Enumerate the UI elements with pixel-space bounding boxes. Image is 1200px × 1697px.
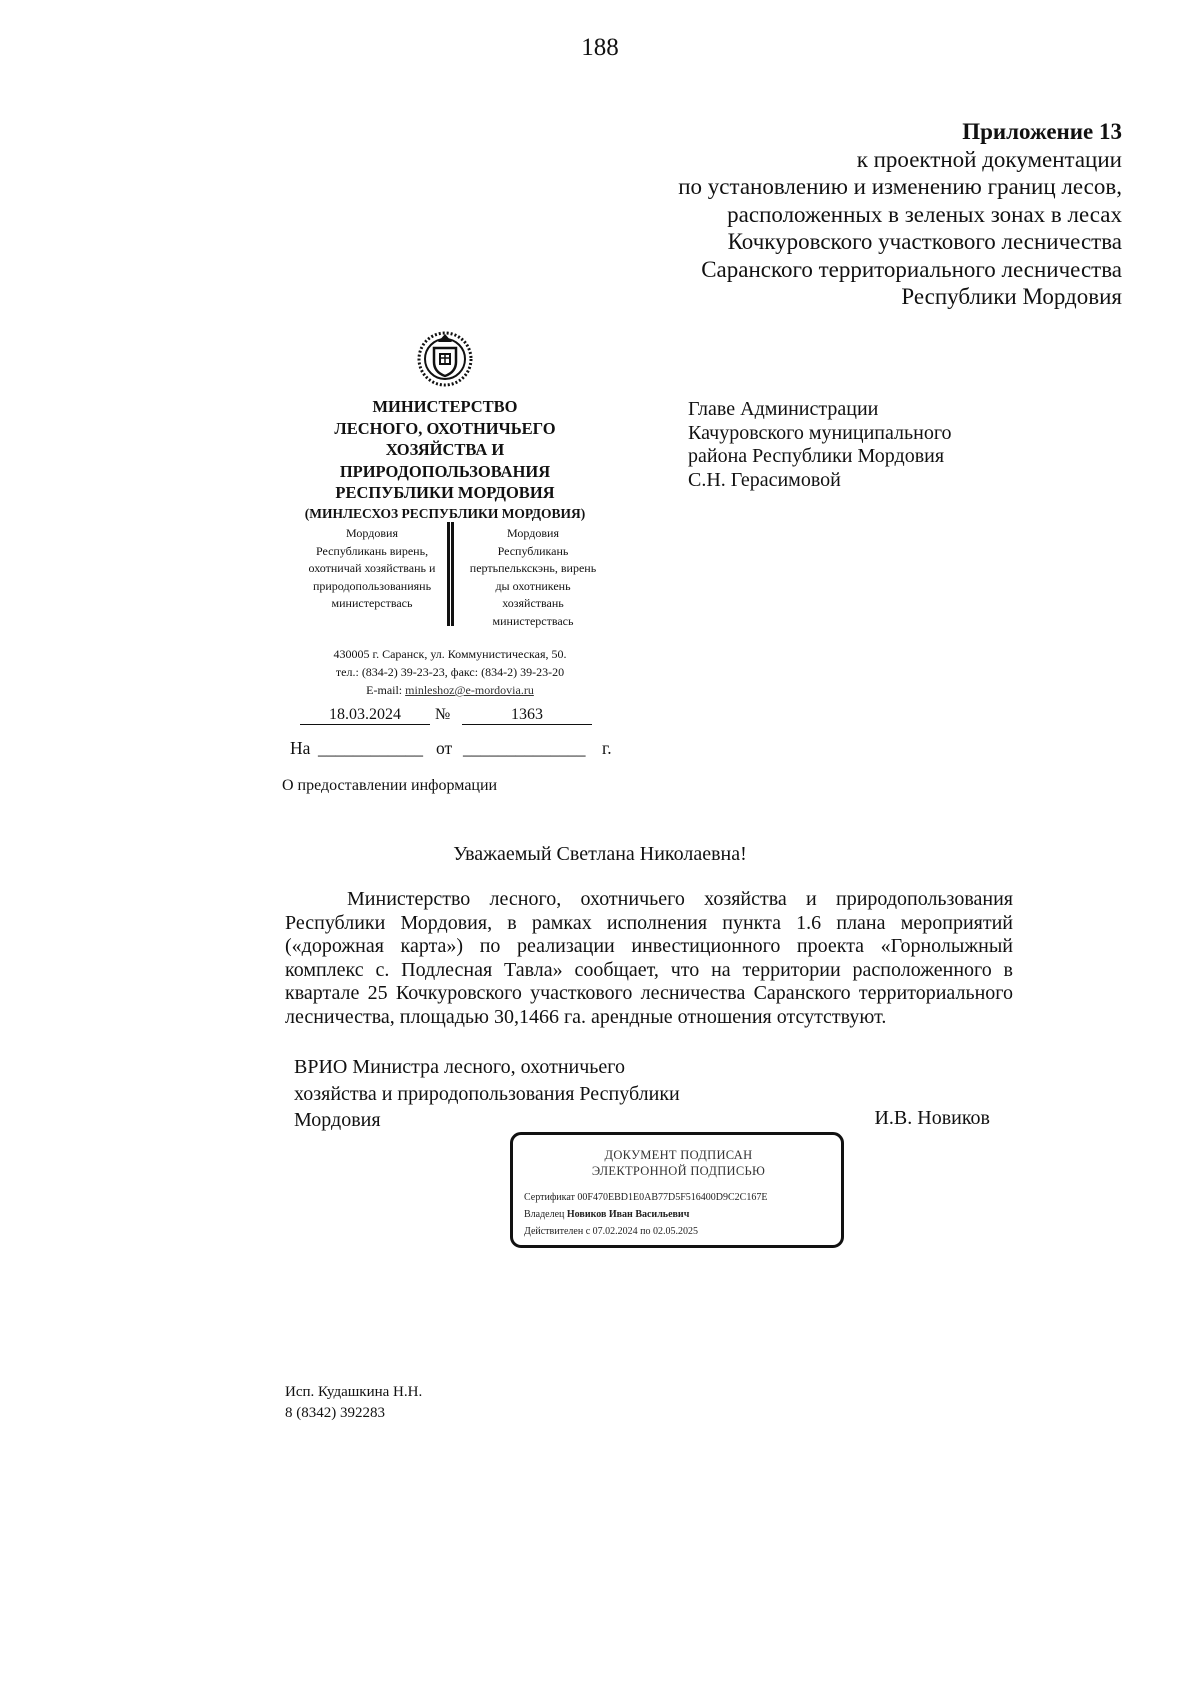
moksha-line: министерствась (331, 596, 413, 610)
owner-value: Новиков Иван Васильевич (566, 1209, 690, 1220)
year-suffix: г. (602, 738, 612, 758)
ministry-abbreviation: (МИНЛЕСХОЗ РЕСПУБЛИКИ МОРДОВИЯ) (304, 505, 586, 521)
ministry-line: ПРИРОДОПОЛЬЗОВАНИЯ (339, 461, 551, 481)
letterhead-divider (447, 522, 454, 626)
ministry-line: МИНИСТЕРСТВО (372, 397, 518, 416)
owner-label: Владелец (524, 1209, 565, 1220)
valid-from: 07.02.2024 (592, 1226, 638, 1237)
moksha-line: Мордовия (346, 526, 398, 540)
letter-subject: О предоставлении информации (282, 777, 498, 794)
moksha-line: природопользованиянь (312, 578, 432, 593)
valid-to-label: по (640, 1226, 651, 1237)
appendix-line: Кочкуровского участкового лесничества (727, 229, 1122, 254)
incoming-label: На (290, 738, 311, 758)
signatory-name: И.В. Новиков (874, 1107, 990, 1129)
addressee-line: района Республики Мордовия (688, 445, 945, 467)
appendix-line: расположенных в зеленых зонах в лесах (727, 201, 1122, 227)
electronic-signature-stamp (510, 1132, 844, 1248)
ministry-address (290, 645, 610, 699)
appendix-line: к проектной документации (856, 146, 1122, 172)
stamp-details (524, 1189, 833, 1240)
stamp-validity (524, 1223, 833, 1240)
appendix-line: по установлению и изменению границ лесов, (678, 174, 1122, 199)
position-line: ВРИО Министра лесного, охотничьего (294, 1056, 626, 1078)
ministry-name-moksha-left (296, 525, 448, 613)
moksha-line: охотничай хозяйствань и (308, 561, 436, 575)
phone-fax-line: тел.: (834-2) 39-23-23, факс: (834-2) 39-23-20 (335, 665, 565, 679)
executor-name: Исп. Кудашкина Н.Н. (285, 1384, 423, 1400)
page-number: 188 (581, 34, 619, 61)
stamp-title (524, 1147, 833, 1179)
email-link[interactable]: minleshoz@e-mordovia.ru (405, 683, 534, 697)
erzya-line: хозяйствань (502, 596, 564, 610)
letter-body: Министерство лесного, охотничьего хозяйства и природопользования Республики Мордовия, в рамках исполнения пункта 1.6 плана мероприятий («дорожная карта») по реализации инвестиционного проекта «Горнолыжный комплекс с. Подлесная Тавла» сообщает, что на территории расположенного в квартале 25 Кочкуровского участкового лесничества Саранского территориального лесничества, площадью 30,1466 га. арендные отношения отсутствуют. (285, 888, 1013, 1028)
stamp-title-line: ЭЛЕКТРОННОЙ ПОДПИСЬЮ (591, 1164, 766, 1178)
certificate-value: 00F470EBD1E0AB77D5F516400D9C2C167E (577, 1192, 768, 1203)
addressee (688, 398, 952, 492)
executor-phone: 8 (8342) 392283 (285, 1405, 385, 1421)
erzya-line: Мордовия (507, 526, 559, 540)
erzya-line: Республикань (497, 543, 569, 558)
erzya-line: министерствась (492, 613, 574, 628)
erzya-line: ды охотникень (495, 578, 571, 593)
addressee-line: Главе Администрации (688, 398, 879, 420)
erzya-line: пертьпелькскэнь, вирень (469, 561, 597, 575)
appendix-title: Приложение 13 (962, 119, 1122, 144)
stamp-owner (524, 1206, 833, 1223)
signatory-position (294, 1054, 680, 1134)
valid-label: Действителен с (524, 1226, 591, 1237)
coat-of-arms-icon (416, 328, 474, 390)
email-line (290, 681, 610, 699)
greeting: Уважаемый Светлана Николаевна! (453, 843, 747, 865)
email-label: E-mail: (366, 683, 406, 697)
incoming-date-blank: ______________ (463, 738, 586, 758)
position-line: хозяйства и природопользования Республики (294, 1082, 680, 1105)
certificate-label: Сертификат (524, 1192, 575, 1203)
incoming-from-label: от (436, 738, 453, 758)
outgoing-date: 18.03.2024 (300, 706, 430, 725)
addressee-line: С.Н. Герасимовой (688, 468, 841, 491)
valid-to: 02.05.2025 (653, 1226, 699, 1237)
stamp-certificate (524, 1189, 833, 1206)
outgoing-number: 1363 (462, 706, 592, 725)
ministry-name (290, 396, 600, 523)
moksha-line: Республикань вирень, (315, 543, 429, 558)
appendix-line: Республики Мордовия (901, 284, 1122, 309)
stamp-title-line: ДОКУМЕНТ ПОДПИСАН (604, 1148, 753, 1162)
incoming-number-blank: ____________ (318, 738, 423, 758)
ministry-line: РЕСПУБЛИКИ МОРДОВИЯ (335, 483, 555, 502)
addressee-line: Качуровского муниципального (688, 421, 952, 444)
position-line: Мордовия (294, 1109, 381, 1131)
appendix-header (678, 118, 1122, 311)
ministry-line: ЛЕСНОГО, ОХОТНИЧЬЕГО (334, 418, 556, 438)
ministry-line: ХОЗЯЙСТВА И (385, 440, 505, 459)
number-label: № (435, 706, 451, 723)
appendix-line: Саранского территориального лесничества (701, 256, 1122, 282)
ministry-name-erzya-right (458, 525, 608, 630)
address-line: 430005 г. Саранск, ул. Коммунистическая, 50. (333, 647, 567, 661)
executor-info (285, 1382, 422, 1424)
